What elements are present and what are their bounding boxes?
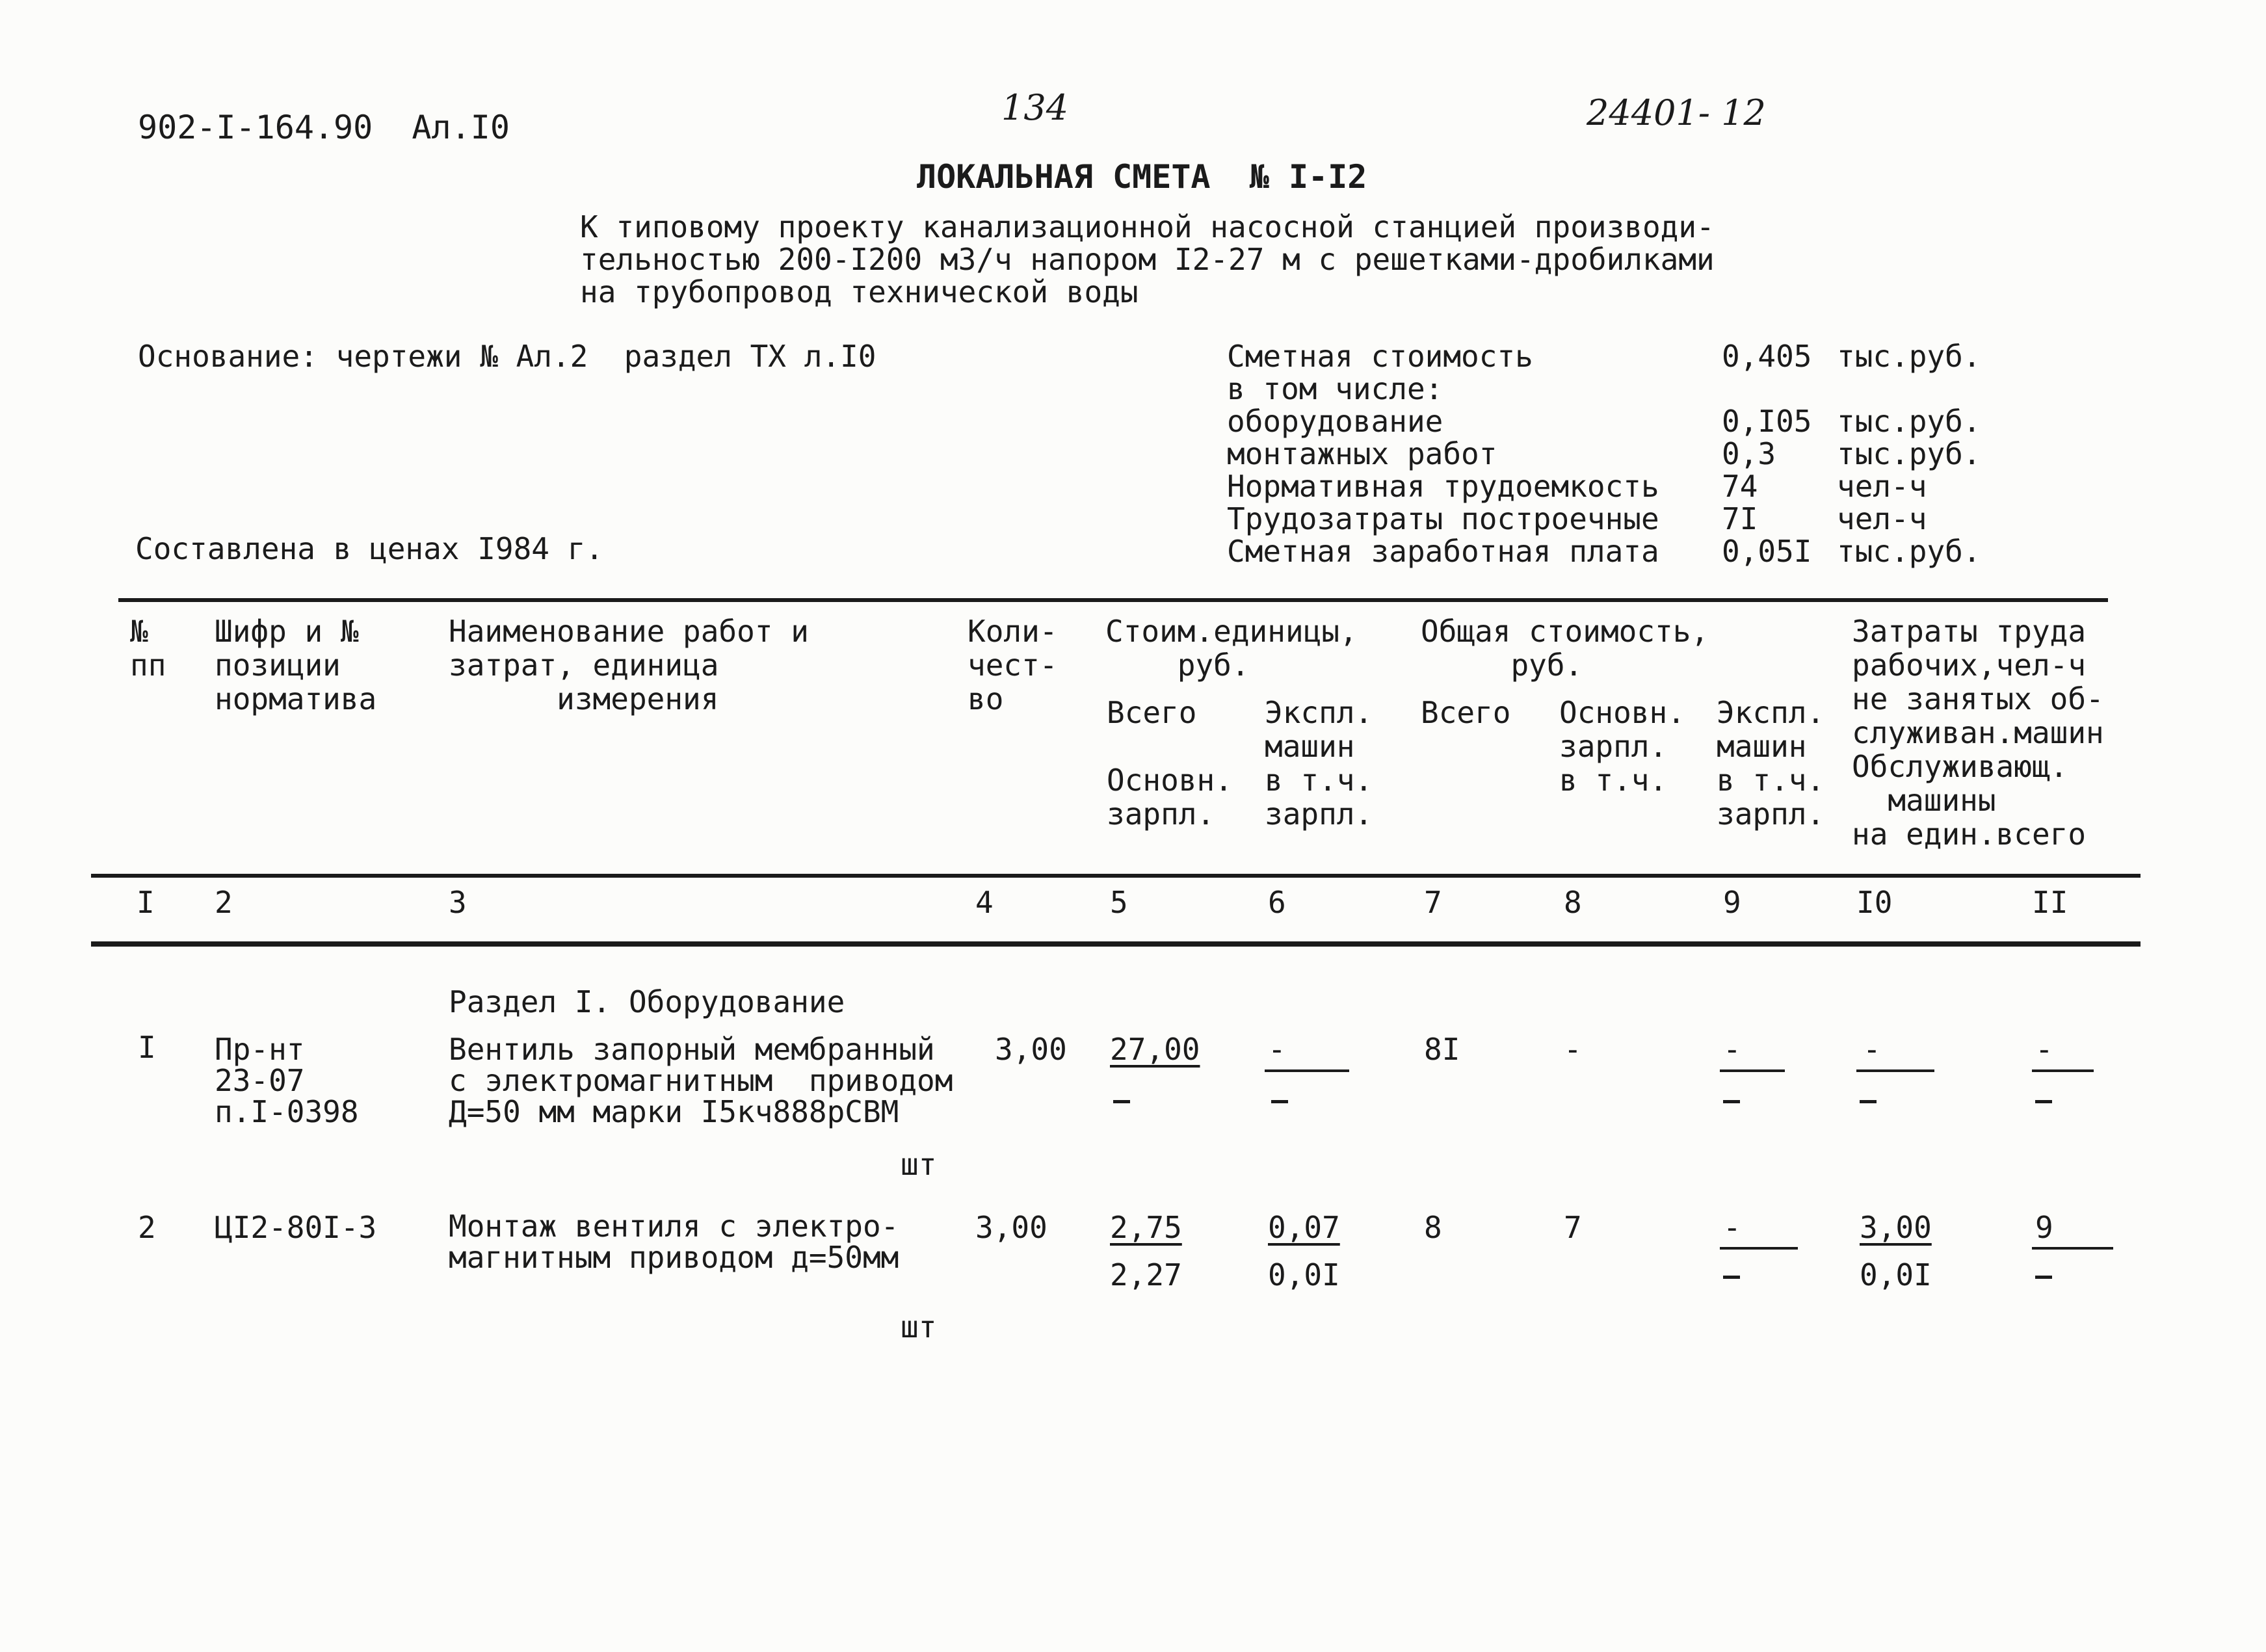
subtitle-line: на трубопровод технической воды [580,274,1139,309]
summary-unit: тыс.руб. [1837,339,1981,374]
summary-label: монтажных работ [1227,436,1497,471]
row-labor-unit-serv: 0,0I [1860,1257,1932,1292]
row-name: Вентиль запорный мембранный с электромагнитным приводом Д=50 мм марки I5кч888рСВМ [449,1032,953,1129]
row-total-base: 7 [1564,1210,1582,1245]
row-total: 8I [1424,1032,1460,1067]
summary-label: Сметная заработная плата [1227,534,1659,569]
summary-unit: чел-ч [1837,469,1927,504]
row-total: 8 [1424,1210,1442,1245]
summary-value: 0,05I [1722,534,1812,569]
column-number: 5 [1110,885,1128,920]
header-col-9: Экспл. машин в т.ч. зарпл. [1717,695,1825,832]
column-number: I0 [1856,885,1893,920]
header-col-7: Всего [1421,695,1511,730]
row-total-mach: - [1723,1032,1741,1067]
column-number: 8 [1564,885,1582,920]
row-name: Монтаж вентиля с электро- магнитным приводом д=50мм [449,1209,899,1275]
row-code: ЦI2-80I-3 [215,1210,377,1245]
row-total-mach-wage-dash [1723,1276,1740,1279]
row-unit-base: 2,27 [1110,1257,1182,1292]
header-col-10-11: Затраты труда рабочих,чел-ч не занятых об- служиван.машин Обслуживающ. машины на един.всего [1852,614,2104,852]
header-bottom-rule [91,874,2141,878]
row-unit-mach-wage: 0,0I [1268,1257,1340,1292]
table-top-rule [118,598,2108,602]
row-unit-total: 27,00 [1110,1032,1200,1067]
summary-value: 0,3 [1722,436,1776,471]
basis-line: Основание: чертежи № Ал.2 раздел ТХ л.I0 [138,339,876,374]
row-unit-mach: - [1268,1032,1286,1067]
row-labor-total: - [2035,1032,2053,1067]
summary-unit: тыс.руб. [1837,404,1981,439]
summary-label: оборудование [1227,404,1443,439]
column-number: 3 [449,885,467,920]
column-numbers-rule [91,941,2141,947]
summary-label: в том числе: [1227,371,1443,406]
row-labor-serv-dash [1860,1100,1877,1103]
summary-unit: чел-ч [1837,501,1927,536]
row-number: I [138,1030,156,1065]
summary-unit: тыс.руб. [1837,436,1981,471]
header-col-5-6-group: Стоим.единицы, руб. [1105,614,1358,683]
subtitle-line: тельностью 200-I200 м3/ч напором I2-27 м с решетками-дробилками [580,242,1715,277]
summary-value: 0,I05 [1722,404,1812,439]
row-labor-unit: 3,00 [1860,1210,1932,1245]
row-code: Пр-нт 23-07 п.I-0398 [215,1032,359,1129]
subtitle-line: К типовому проекту канализационной насосной станцией производи- [580,209,1715,244]
row-labor-total: 9 [2035,1210,2053,1245]
row-labor-unit-rule [1856,1069,1934,1072]
summary-value: 7I [1722,501,1758,536]
summary-label: Трудозатраты построечные [1227,501,1659,536]
column-number: 2 [215,885,233,920]
header-col-5: Всего Основн. зарпл. [1107,695,1233,832]
summary-value: 0,405 [1722,339,1812,374]
header-col-2: Шифр и № позиции норматива [215,614,377,716]
column-number: 7 [1424,885,1442,920]
header-col-1: № пп [130,614,166,683]
row-unit-mach: 0,07 [1268,1210,1340,1245]
row-unit: шт [901,1309,937,1344]
row-unit: шт [901,1147,937,1182]
row-total-base: - [1564,1032,1582,1067]
summary-value: 74 [1722,469,1758,504]
sheet-code: 24401- 12 [1587,92,1766,133]
column-number: I [137,885,155,920]
row-quantity: 3,00 [975,1210,1047,1245]
document-code: 902-I-164.90 Ал.I0 [138,109,510,146]
row-total-mach-rule [1720,1069,1785,1072]
row-quantity: 3,00 [995,1032,1067,1067]
row-labor-total-serv-dash [2035,1276,2052,1279]
row-unit-mach-rule [1265,1069,1349,1072]
section-title: Раздел I. Оборудование [449,984,845,1019]
row-total-mach-rule [1720,1247,1798,1250]
row-labor-total-rule [2032,1069,2094,1072]
summary-unit: тыс.руб. [1837,534,1981,569]
row-labor-unit: - [1863,1032,1881,1067]
row-total-mach: - [1723,1210,1741,1245]
column-number: 9 [1723,885,1741,920]
row-total-mach-wage-dash [1723,1100,1740,1103]
summary-label: Нормативная трудоемкость [1227,469,1659,504]
header-col-8: Основн. зарпл. в т.ч. [1559,695,1685,798]
row-unit-total: 2,75 [1110,1210,1182,1245]
row-number: 2 [138,1210,156,1245]
column-number: 6 [1268,885,1286,920]
column-number: 4 [975,885,994,920]
header-col-7-9-group: Общая стоимость, руб. [1421,614,1709,683]
row-unit-base-dash [1113,1100,1130,1103]
row-labor-total-rule [2032,1247,2113,1250]
summary-label: Сметная стоимость [1227,339,1533,374]
header-col-4: Коли- чест- во [968,614,1058,716]
column-number: II [2032,885,2068,920]
row-unit-mach-wage-dash [1271,1100,1288,1103]
prices-line: Составлена в ценах I984 г. [135,531,604,566]
header-col-6: Экспл. машин в т.ч. зарпл. [1265,695,1373,832]
row-labor-total-serv-dash [2035,1100,2052,1103]
header-col-3: Наименование работ и затрат, единица измерения [449,614,809,716]
page-number: 134 [1001,87,1069,128]
document-title: ЛОКАЛЬНАЯ СМЕТА № I-I2 [917,158,1367,196]
